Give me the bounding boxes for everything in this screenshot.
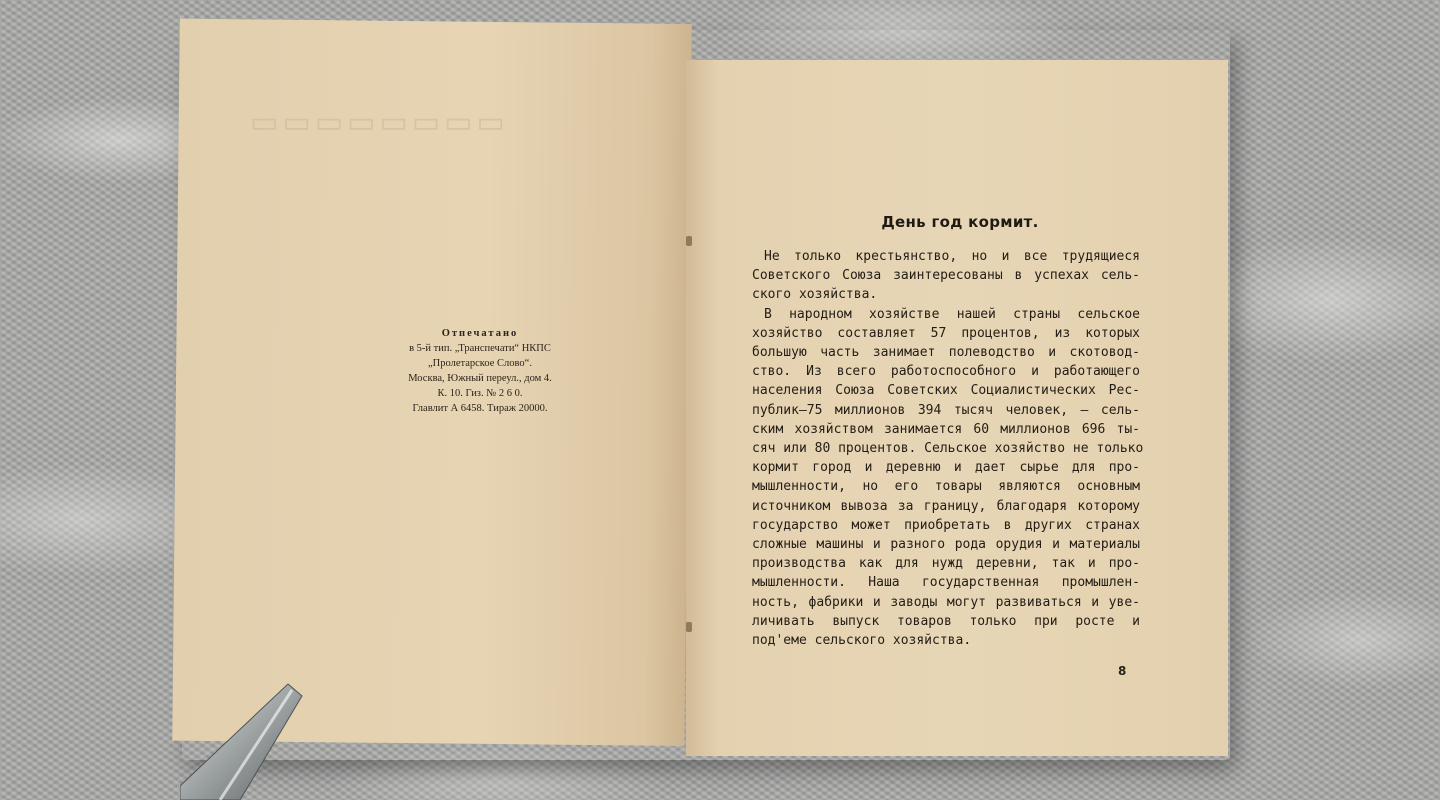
text-line: сяч или 80 процентов. Сельское хозяйство не только (752, 441, 1144, 457)
chapter-heading: День год кормит. (881, 213, 1039, 231)
text-line: мышленности, но его товары являются основным (752, 479, 1140, 495)
imprint-line: „Пролетарское Слово“. (428, 358, 532, 369)
body-text (752, 247, 1144, 650)
imprint-line: Главлит А 6458. Тираж 20000. (412, 403, 548, 414)
page-number: 8 (1118, 664, 1127, 678)
text-line: производства как для нужд деревни, так и про- (752, 556, 1140, 572)
staple-mark (686, 236, 692, 246)
text-line: под'еме сельского хозяйства. (752, 633, 972, 649)
text-line: сложные машины и разного рода орудия и материалы (752, 537, 1140, 553)
imprint-line: в 5-й тип. „Транспечати“ НКПС (409, 343, 551, 354)
text-line: кормит город и деревню и дает сырье для про- (752, 460, 1140, 476)
knife-blade-icon (180, 682, 330, 800)
imprint-block (380, 326, 580, 416)
text-line: публик—75 миллионов 394 тысяч человек, — сель- (752, 402, 1140, 418)
text-line: большую часть занимает полеводство и скотовод- (752, 345, 1140, 361)
staple-mark (686, 622, 692, 632)
text-line: ского хозяйства. (752, 287, 878, 303)
text-line: источником вывоза за границу, благодаря которому (752, 498, 1140, 514)
text-line: личивать выпуск товаров только при росте и (752, 613, 1140, 629)
imprint-line: Отпечатано (441, 328, 519, 339)
text-line: ность, фабрики и заводы могут развиваться и уве- (752, 594, 1140, 610)
text-line: населения Союза Советских Социалистических Рес- (752, 383, 1140, 399)
imprint-line: К. 10. Гиз. № 2 6 0. (437, 388, 523, 399)
text-line: мышленности. Наша государственная промышлен- (752, 575, 1140, 591)
text-line: государство может приобретать в других странах (752, 517, 1140, 533)
imprint-line: Москва, Южный переул., дом 4. (408, 373, 552, 384)
text-line: Советского Союза заинтересованы в успехах сель- (752, 268, 1140, 284)
text-line: хозяйство составляет 57 процентов, из которых (752, 325, 1140, 341)
text-line: ским хозяйством занимается 60 миллионов 696 ты- (752, 421, 1140, 437)
text-line: Не только крестьянство, но и все трудящиеся (764, 249, 1140, 264)
text-line: В народном хозяйстве нашей страны сельское (764, 306, 1140, 322)
text-line: ство. Из всего работоспособного и работающего (752, 364, 1140, 380)
show-through-print: ▭▭▭▭▭▭▭▭ (250, 105, 509, 140)
